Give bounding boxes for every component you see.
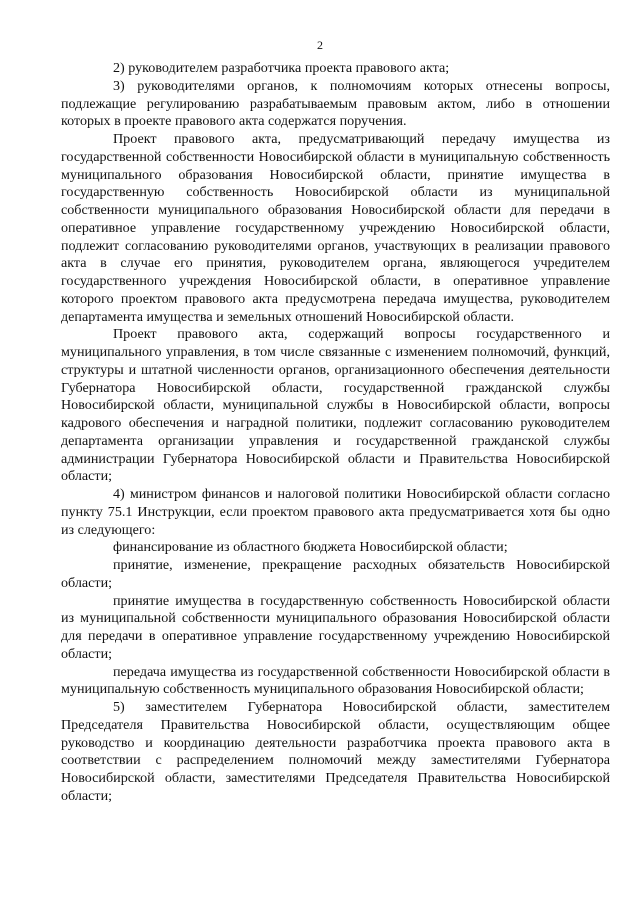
paragraph-public-administration: Проект правового акта, содержащий вопросы государственного и муниципального управления, в том числе связанные с изменением полномочий, функций, структуры и штатной численности органов, организационного обеспечения деятельности Губернатора Новосибирской области, государственной гражданской службы Новосибирской области, муниципальной службы в Новосибирской области, вопросы кадрового обеспечения и наградной политики, подлежит согласованию руководителем департамента организации управления и государственной гражданской службы администрации Губернатора Новосибирской области и Правительства Новосибирской области;	[61, 326, 610, 485]
document-body	[61, 60, 610, 806]
paragraph-property-handover: передача имущества из государственной собственности Новосибирской области в муниципальную собственность муниципального образования Новосибирской области;	[61, 663, 610, 698]
paragraph-item-3: 3) руководителями органов, к полномочиям которых отнесены вопросы, подлежащие регулированию разрабатываемым правовым актом, либо в отношении которых в проекте правового акта содержатся поручения.	[61, 77, 610, 130]
paragraph-expense-obligations: принятие, изменение, прекращение расходных обязательств Новосибирской области;	[61, 557, 610, 591]
paragraph-property-acceptance: принятие имущества в государственную собственность Новосибирской области из муниципальной собственности муниципального образования Новосибирской области для передачи в оперативное управление государственному учреждению Новосибирской области;	[61, 592, 610, 662]
paragraph-item-5: 5) заместителем Губернатора Новосибирской области, заместителем Председателя Правительства Новосибирской области, осуществляющим общее руководство и координацию деятельности разработчика проекта правового акта в соответствии с распределением полномочий между заместителями Губернатора Новосибирской области, заместителями Председателя Правительства Новосибирской области;	[61, 699, 610, 804]
paragraph-item-2: 2) руководителем разработчика проекта правового акта;	[113, 60, 450, 76]
page-number: 2	[317, 38, 323, 52]
paragraph-financing: финансирование из областного бюджета Новосибирской области;	[113, 539, 508, 556]
paragraph-item-4: 4) министром финансов и налоговой политики Новосибирской области согласно пункту 75.1 Инструкции, если проектом правового акта предусматривается хотя бы одно из следующего:	[61, 486, 610, 538]
paragraph-property-transfer: Проект правового акта, предусматривающий передачу имущества из государственной собственности Новосибирской области в муниципальную собственность муниципального образования Новосибирской области, принятие имущества в государственную собственность Новосибирской области из муниципальной собственности муниципального образования Новосибирской области для передачи в оперативное управление государственному учреждению Новосибирской области, подлежит согласованию руководителями органов, участвующих в реализации правового акта в случае его принятия, руководителем органа, являющегося учредителем государственного учреждения Новосибирской области, в оперативное управление которого проектом правового акта предусмотрена передача имущества, руководителем департамента имущества и земельных отношений Новосибирской области.	[61, 131, 610, 325]
